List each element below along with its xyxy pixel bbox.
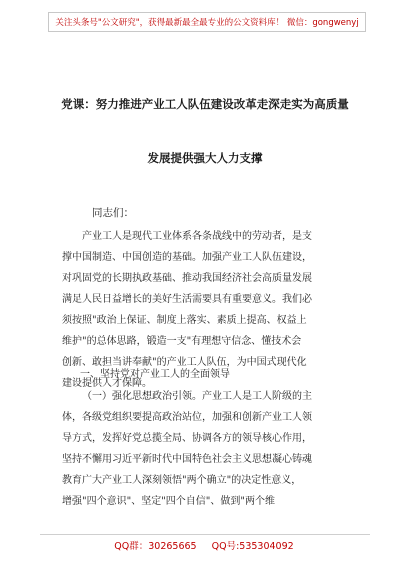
paragraph-line: 建设提供人才保障。	[62, 378, 152, 389]
footer-qq-group: QQ群：30265665	[114, 541, 197, 552]
paragraph-line: 满足人民日益增长的美好生活需要具有重要意义。我们必	[62, 294, 312, 305]
document-title-line2: 发展提供强大人力支撑	[147, 151, 263, 165]
document-title-line1: 党课：努力推进产业工人队伍建设改革走深走实为高质量	[61, 97, 349, 111]
salutation: 同志们：	[92, 207, 134, 219]
paragraph-line: 创新、敢担当讲奉献"的产业工人队伍，为中国式现代化	[62, 357, 307, 368]
paragraph-line: （一）强化思想政治引领。产业工人是工人阶级的主	[82, 391, 312, 402]
paragraph-line: 体，各级党组织要提高政治站位，加强和创新产业工人领	[62, 412, 312, 423]
paragraph-line: 坚持不懈用习近平新时代中国特色社会主义思想凝心铸魂	[62, 454, 312, 465]
section-heading: 一、坚持党对产业工人的全面领导	[80, 369, 230, 380]
footer-qq-number: QQ号:535304092	[211, 541, 294, 552]
paragraph-line: 撑中国制造、中国创造的基础。加强产业工人队伍建设，	[62, 252, 312, 263]
paragraph-line: 增强"四个意识"、坚定"四个自信"、做到"两个维	[62, 496, 275, 507]
footer	[0, 538, 408, 552]
paragraph-line: 须按照"政治上保证、制度上落实、素质上提高、权益上	[62, 315, 307, 326]
paragraph-line: 导方式，发挥好党总揽全局、协调各方的领导核心作用，	[62, 433, 312, 444]
paragraph-2	[62, 386, 352, 512]
paragraph-line: 维护"的总体思路，锻造一支"有理想守信念、懂技术会	[62, 336, 302, 347]
header-banner: 关注头条号"公文研究"，获得最新最全最专业的公文资料库！ 微信：gongwenyj	[48, 12, 366, 32]
paragraph-line: 产业工人是现代工业体系各条战线中的劳动者，是支	[82, 231, 312, 242]
paragraph-line: 对巩固党的长期执政基础、推动我国经济社会高质量发展	[62, 273, 312, 284]
footer-divider	[40, 534, 370, 535]
paragraph-line: 教育广大产业工人深刻领悟"两个确立"的决定性意义，	[62, 475, 302, 486]
